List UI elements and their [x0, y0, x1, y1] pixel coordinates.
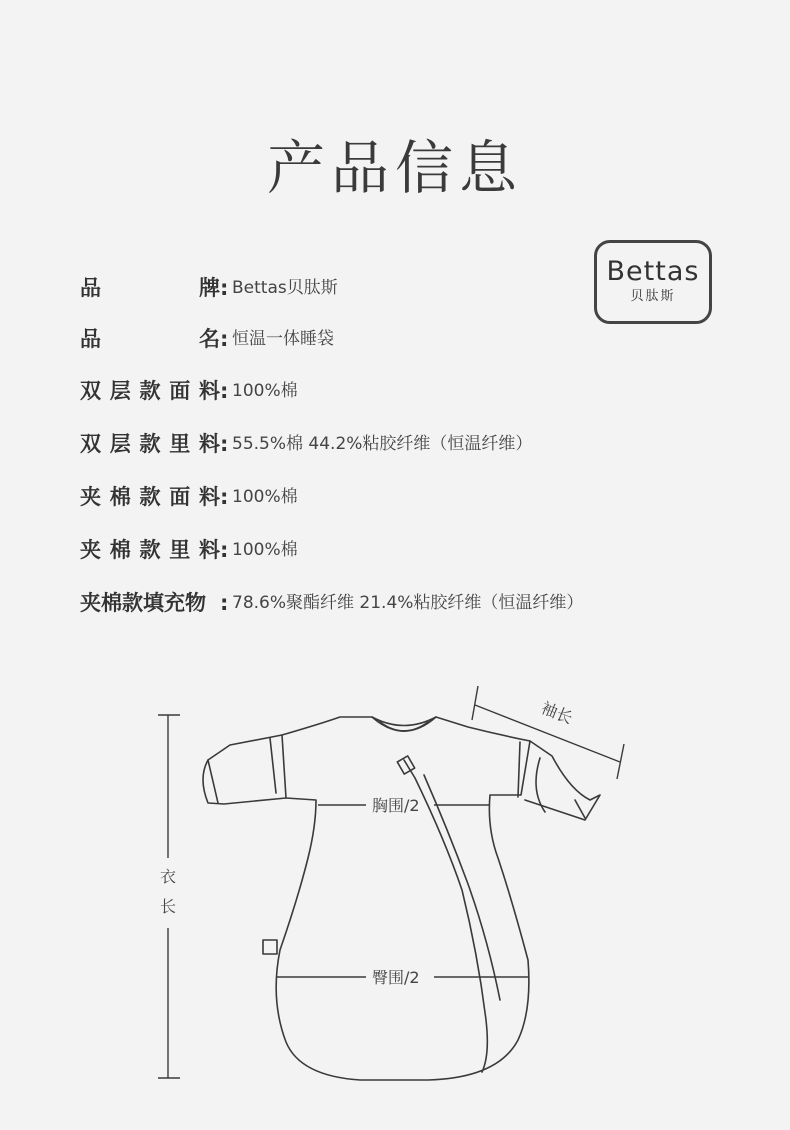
sleeve-length-label: 袖长 — [538, 698, 576, 728]
spec-row-product-name: 品名: 恒温一体睡袋 — [80, 324, 334, 354]
spec-label: 夹棉款里料 — [80, 538, 220, 562]
logo-subtitle: 贝肽斯 — [630, 289, 676, 304]
spec-value: 78.6%聚酯纤维 21.4%粘胶纤维（恒温纤维） — [232, 593, 584, 613]
spec-label: 双层款面料 — [80, 379, 220, 403]
page-title: 产品信息 — [266, 134, 523, 202]
spec-row-quilted-filling: 夹棉款填充物 : 78.6%聚酯纤维 21.4%粘胶纤维（恒温纤维） — [80, 588, 583, 618]
spec-row-quilted-lining: 夹棉款里料: 100%棉 — [80, 535, 298, 565]
brand-logo — [594, 240, 712, 324]
chest-label: 胸围/2 — [372, 796, 420, 815]
spec-value: 恒温一体睡袋 — [232, 329, 334, 349]
spec-value: 55.5%棉 44.2%粘胶纤维（恒温纤维） — [232, 434, 533, 454]
spec-row-quilted-outer: 夹棉款面料: 100%棉 — [80, 482, 298, 512]
spec-label: 夹棉款填充物 — [80, 591, 206, 615]
length-label-bottom: 长 — [160, 897, 177, 916]
spec-label: 品牌 — [80, 276, 220, 300]
logo-wordmark: Bettas — [606, 256, 700, 287]
spec-label: 双层款里料 — [80, 432, 220, 456]
spec-value: 100%棉 — [232, 487, 298, 507]
spec-row-double-outer: 双层款面料: 100%棉 — [80, 376, 298, 406]
spec-label: 夹棉款面料 — [80, 485, 220, 509]
spec-row-double-lining: 双层款里料: 55.5%棉 44.2%粘胶纤维（恒温纤维） — [80, 429, 532, 459]
hip-label: 臀围/2 — [372, 968, 420, 987]
length-label-top: 衣 — [160, 867, 177, 886]
spec-label: 品名 — [80, 327, 220, 351]
spec-value: 100%棉 — [232, 540, 298, 560]
spec-row-brand: 品牌: Bettas贝肽斯 — [80, 273, 338, 303]
spec-value: Bettas贝肽斯 — [232, 278, 338, 298]
spec-value: 100%棉 — [232, 381, 298, 401]
sleeping-bag-diagram — [0, 660, 790, 1130]
